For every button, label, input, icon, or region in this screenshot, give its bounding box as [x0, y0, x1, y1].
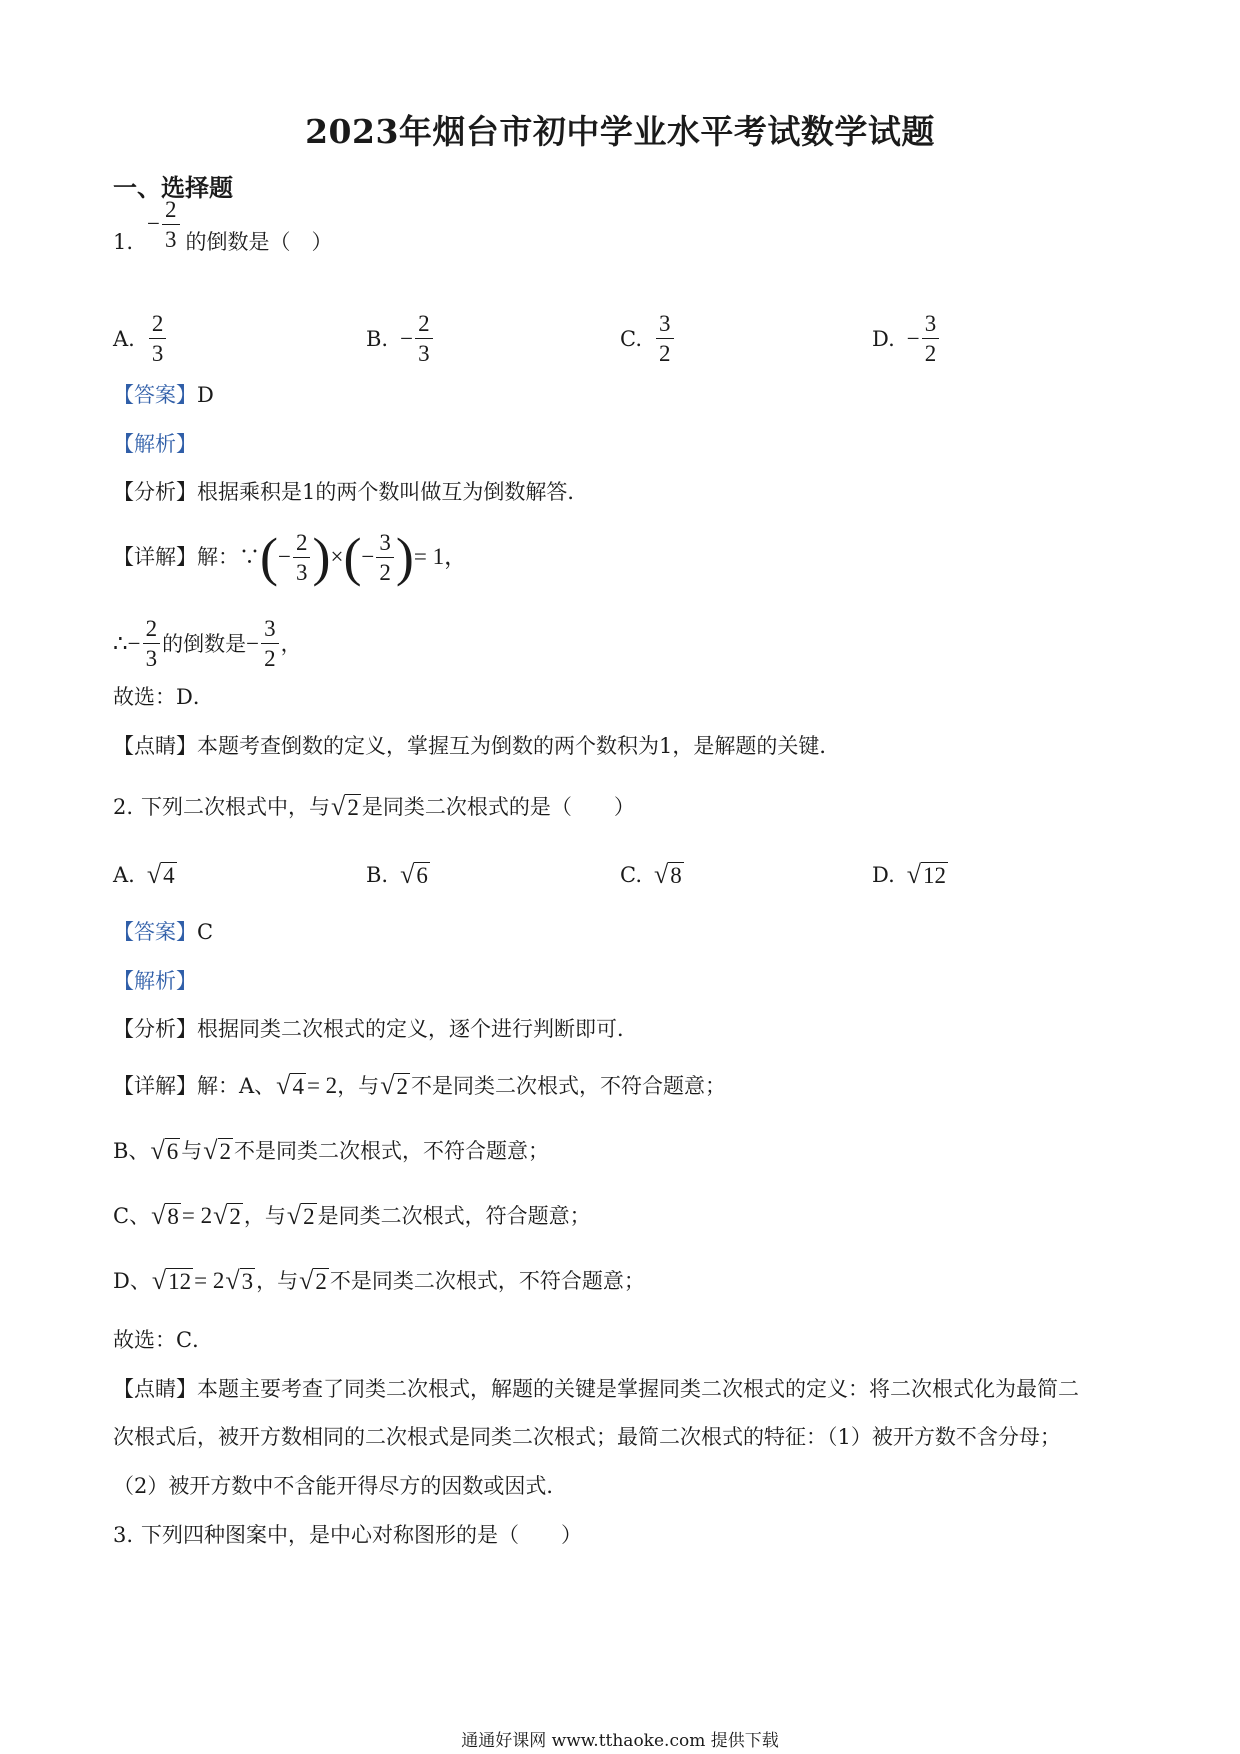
dianjing-line: 【点睛】本题考查倒数的定义，掌握互为倒数的两个数积为1，是解题的关键． [113, 734, 841, 758]
option-c[interactable]: C. $\frac{3}{2}$ [620, 312, 676, 365]
question-number: 1. [113, 230, 134, 254]
footer-text: 通通好课网 www.tthaoke.com 提供下载 [461, 1731, 779, 1751]
analysis-label: 【解析】 [113, 432, 197, 456]
option-d[interactable]: D. √ 12 [872, 860, 947, 889]
xiangjie-line: 【详解】 解：∵ ( − $\frac{2}{3}$ ) × ( − $\frac{3}{2}$ ) = 1， [113, 527, 468, 587]
fenxi-line: 【分析】根据同类二次根式的定义，逐个进行判断即可． [113, 1017, 638, 1041]
analysis-label: 【解析】 [113, 969, 197, 993]
question-1-stem [113, 196, 333, 256]
xiangjie-line-b: B、 √ 6 与 √ 2 不是同类二次根式，不符合题意； [113, 1136, 549, 1165]
therefore-line: ∴ − $\frac{2}{3}$ 的倒数是 − $\frac{3}{2}$ ， [113, 616, 302, 671]
dianjing-line-2: 次根式后，被开方数相同的二次根式是同类二次根式；最简二次根式的特征：（1）被开方数不含分母； [113, 1425, 1061, 1449]
option-c[interactable]: C. √ 8 [620, 860, 682, 889]
option-b[interactable]: B. √ 6 [366, 860, 428, 889]
dianjing-line-3: （2）被开方数中不含能开得尽方的因数或因式． [113, 1474, 568, 1498]
guxuan-line: 故选：C． [113, 1328, 214, 1352]
option-d[interactable]: D. − $\frac{3}{2}$ [872, 312, 941, 365]
minus-sign: − [147, 211, 161, 236]
xiangjie-line-d: D、 √ 12 = 2 √ 3 ，与 √ 2 不是同类二次根式，不符合题意； [113, 1266, 645, 1295]
fraction: $\frac{2}{3}$ [162, 198, 180, 251]
question-2-stem: 2. 下列二次根式中，与 √ 2 是同类二次根式的是（ ） [113, 792, 635, 821]
option-b[interactable]: B. − $\frac{2}{3}$ [366, 312, 435, 365]
guxuan-line: 故选：D． [113, 685, 214, 709]
page-title: 2023年烟台市初中学业水平考试数学试题 [305, 112, 935, 151]
answer-line: 【答案】C [113, 920, 214, 944]
xiangjie-line-a: 【详解】 解：A、 √ 4 = 2 ，与 √ 2 不是同类二次根式，不符合题意； [113, 1071, 726, 1100]
xiangjie-line-c: C、 √ 8 = 2 √ 2 ，与 √ 2 是同类二次根式，符合题意； [113, 1201, 591, 1230]
dianjing-line-1: 【点睛】本题主要考查了同类二次根式，解题的关键是掌握同类二次根式的定义：将二次根式化为最简二 [113, 1377, 1079, 1401]
stem-text: 的倒数是（ ） [185, 230, 333, 254]
question-3-stem: 3. 下列四种图案中，是中心对称图形的是（ ） [113, 1523, 583, 1547]
answer-line: 【答案】D [113, 383, 214, 407]
option-a[interactable]: A. √ 4 [113, 860, 175, 889]
fenxi-line: 【分析】根据乘积是1的两个数叫做互为倒数解答． [113, 480, 589, 504]
section-heading: 一、选择题 [113, 173, 233, 202]
option-a[interactable]: A. $\frac{2}{3}$ [113, 312, 168, 365]
